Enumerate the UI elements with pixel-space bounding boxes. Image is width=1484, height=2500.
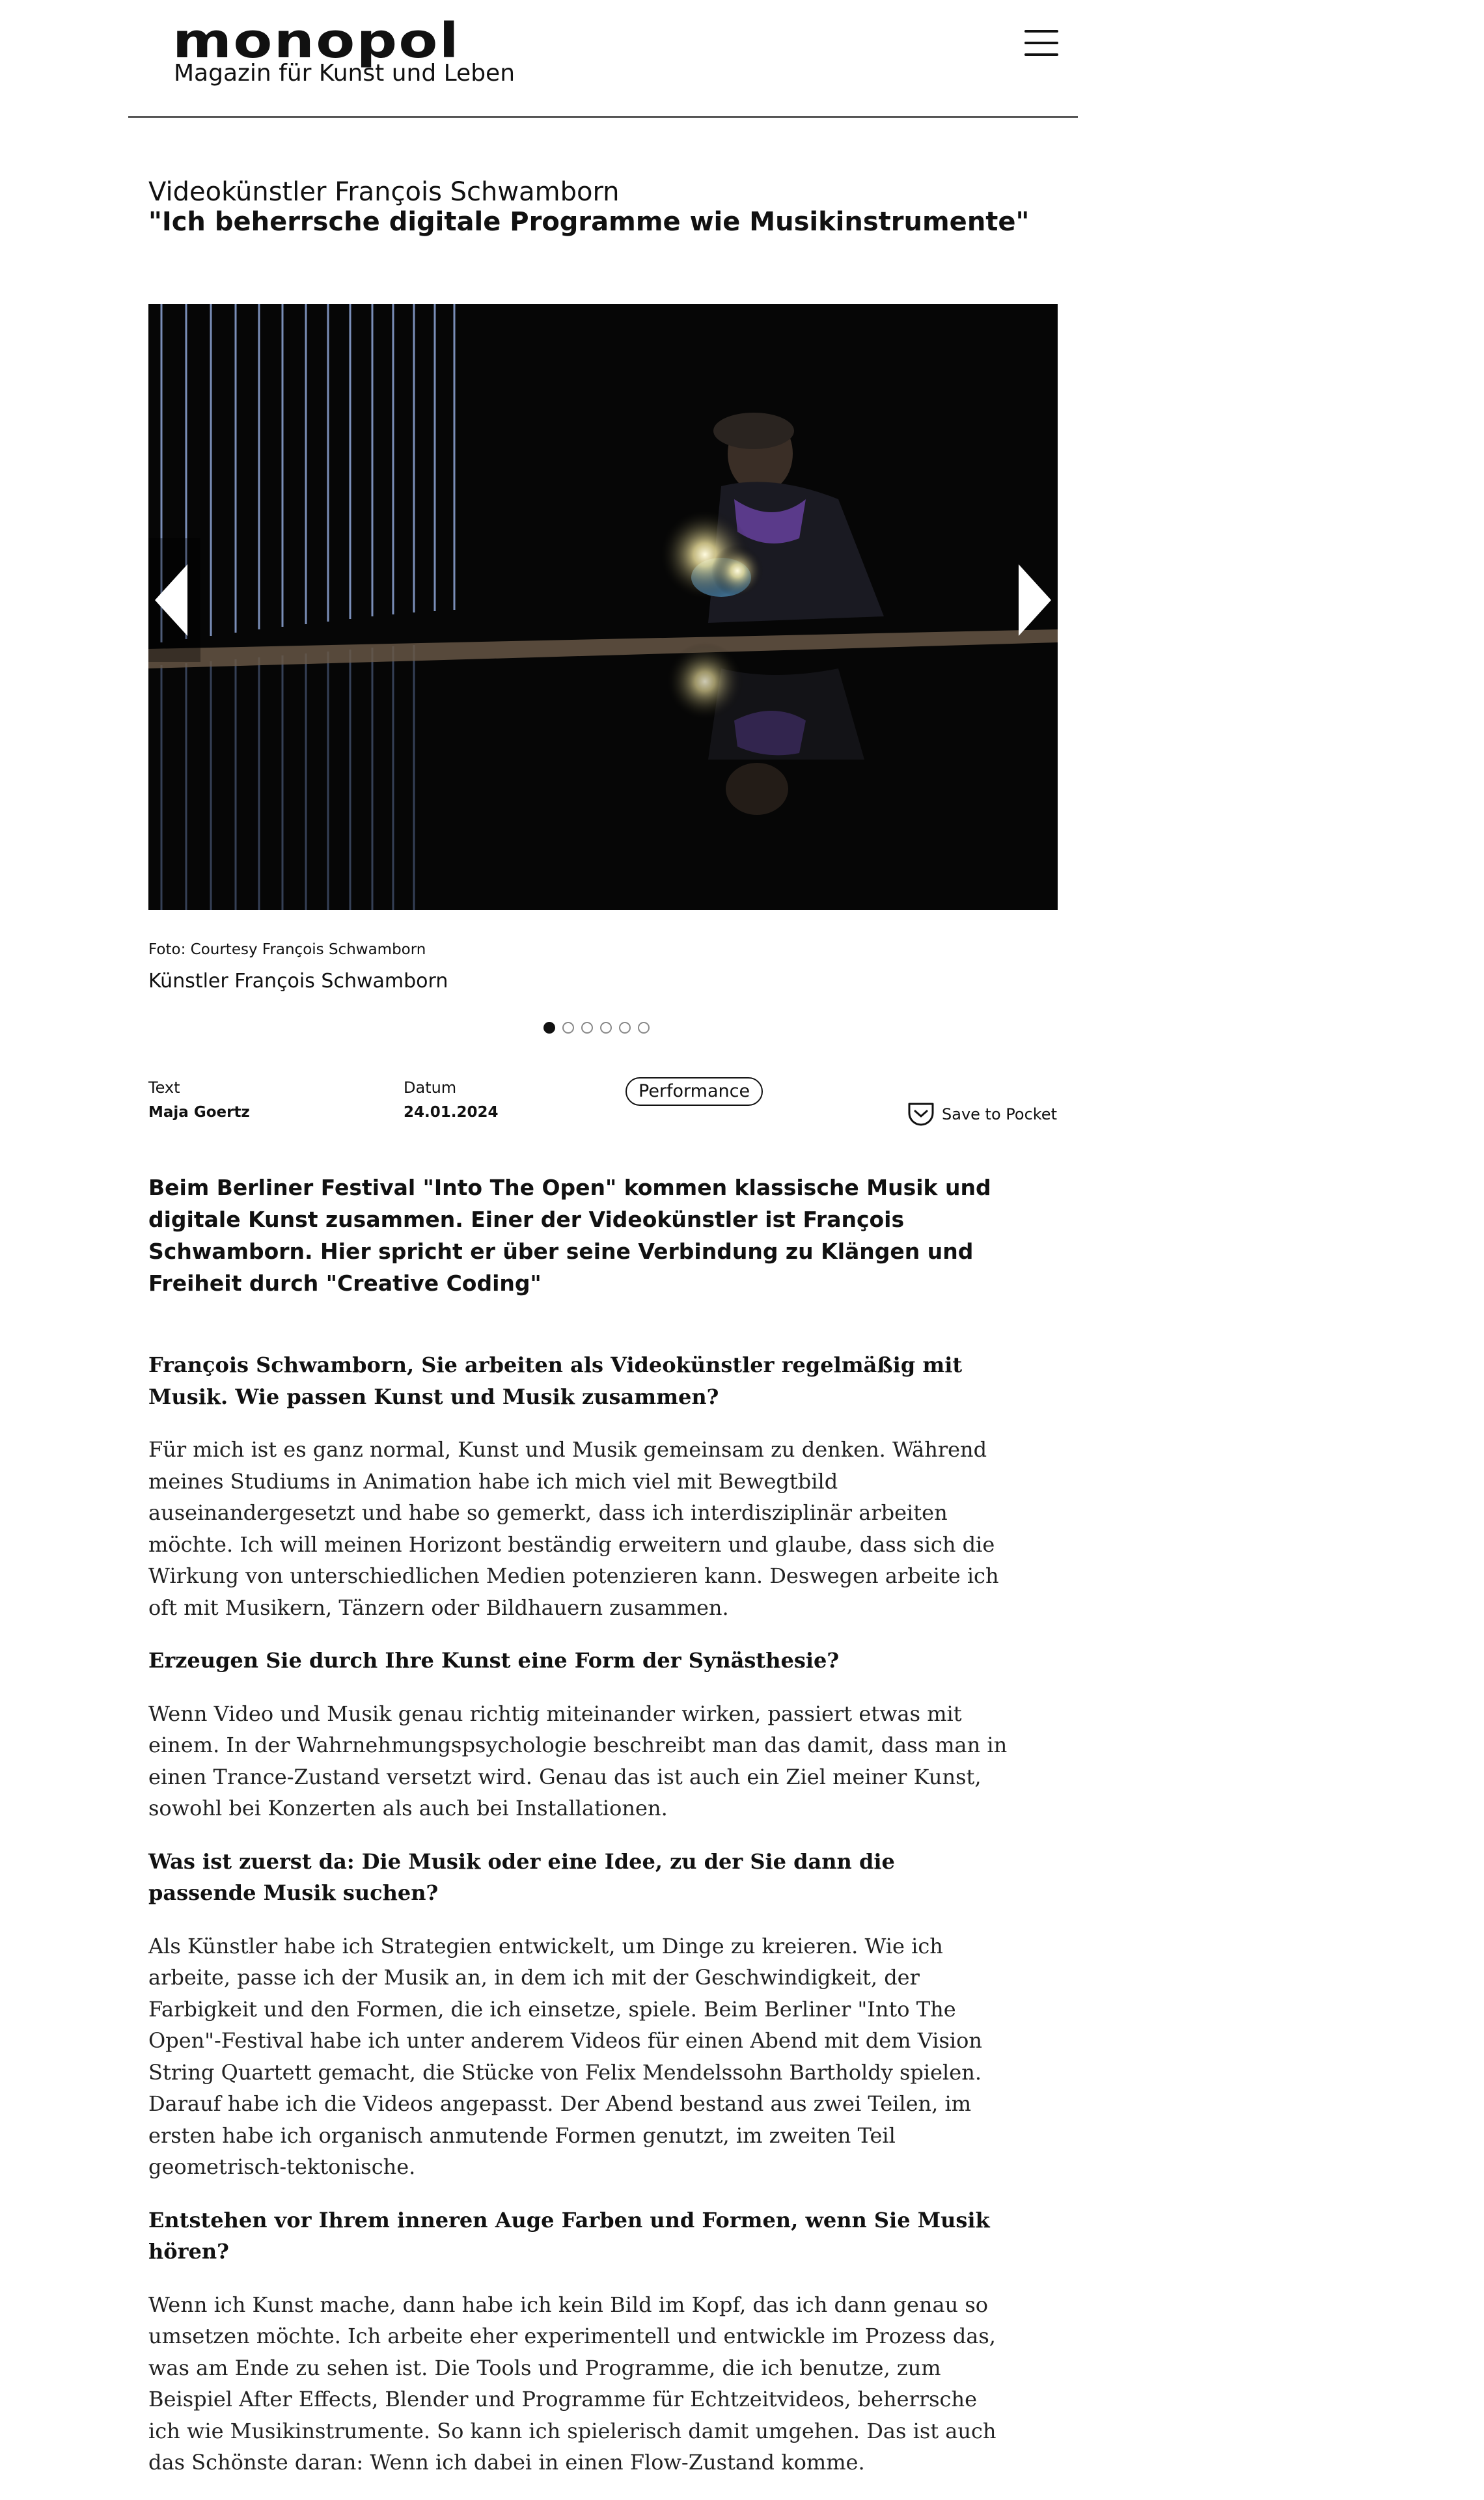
image-slider[interactable] xyxy=(148,304,1058,910)
slider-pagination xyxy=(543,1021,657,1036)
tag-performance[interactable]: Performance xyxy=(625,1077,763,1106)
publish-date: 24.01.2024 xyxy=(404,1104,499,1121)
slide-photo xyxy=(148,304,1058,910)
hamburger-menu-icon[interactable] xyxy=(1024,30,1058,59)
slider-dot-3[interactable] xyxy=(581,1022,593,1034)
interview-question: François Schwamborn, Sie arbeiten als Videokünstler regelmäßig mit Musik. Wie passen Kunst und Musik zusammen? xyxy=(148,1353,963,1409)
pocket-icon xyxy=(907,1101,935,1127)
article-lead: Beim Berliner Festival "Into The Open" kommen klassische Musik und digitale Kunst zusammen. Einer der Videokünstler ist François Schwamborn. Hier spricht er über seine Verbindung zu Klängen und Freiheit durch "Creative Coding" xyxy=(148,1175,991,1296)
interview-question: Entstehen vor Ihrem inneren Auge Farben und Formen, wenn Sie Musik hören? xyxy=(148,2207,990,2264)
interview-answer: Als Künstler habe ich Strategien entwickelt, um Dinge zu kreieren. Wie ich arbeite, passe ich der Musik an, in dem ich mit der Geschwindigkeit, der Farbigkeit und den Formen, die ich einsetze, spiele. Beim Berliner "Into The Open"-Festival habe ich unter anderem Videos für einen Abend mit dem Vision String Quartett gemacht, die Stücke von Felix Mendelssohn Bartholdy spielen. Darauf habe ich die Videos angepasst. Der Abend bestand aus zwei Teilen, im ersten habe ich organisch anmutende Formen genutzt, im zweiten Teil geometrisch-tektonische. xyxy=(148,1933,982,2179)
date-label: Datum xyxy=(404,1078,457,1097)
chevron-right-icon[interactable] xyxy=(1006,538,1058,662)
save-to-pocket-button[interactable] xyxy=(907,1100,1057,1129)
author-name[interactable]: Maja Goertz xyxy=(148,1104,250,1121)
slider-dot-1[interactable] xyxy=(543,1022,555,1034)
article-kicker: Videokünstler François Schwamborn xyxy=(148,177,620,207)
interview-answer: Wenn ich Kunst mache, dann habe ich kein Bild im Kopf, das ich dann genau so umsetzen möchte. Ich arbeite eher experimentell und entwickle im Prozess das, was am Ende zu sehen ist. Die Tools und Programme, die ich benutze, zum Beispiel After Effects, Blender und Programme für Echtzeitvideos, beherrsche ich wie Musikinstrumente. So kann ich spielerisch damit umgehen. Das ist auch das Schönste daran: Wenn ich dabei in einen Flow-Zustand komme. xyxy=(148,2292,996,2475)
photo-credit: Foto: Courtesy François Schwamborn xyxy=(148,941,426,958)
interview-question: Was ist zuerst da: Die Musik oder eine Idee, zu der Sie dann die passende Musik suchen? xyxy=(148,1848,895,1905)
interview-answer: Wenn Video und Musik genau richtig miteinander wirken, passiert etwas mit einem. In der Wahrnehmungspsychologie beschreibt man das damit, dass man in einen Trance-Zustand versetzt wird. Genau das ist auch ein Ziel meiner Kunst, sowohl bei Konzerten als auch bei Installationen. xyxy=(148,1701,1008,1820)
site-logo[interactable]: monopol xyxy=(172,13,461,69)
slider-dot-5[interactable] xyxy=(619,1022,631,1034)
photo-caption: Künstler François Schwamborn xyxy=(148,970,448,993)
slider-dot-2[interactable] xyxy=(562,1022,574,1034)
author-label: Text xyxy=(148,1078,180,1097)
site-tagline: Magazin für Kunst und Leben xyxy=(174,60,515,87)
interview-answer: Für mich ist es ganz normal, Kunst und Musik gemeinsam zu denken. Während meines Studiums in Animation habe ich mich viel mit Bewegtbild auseinandergesetzt und habe so gemerkt, dass ich interdisziplinär arbeiten möchte. Ich will meinen Horizont beständig erweitern und glaube, dass sich die Wirkung von unterschiedlichen Medien potenzieren kann. Deswegen arbeite ich oft mit Musikern, Tänzern oder Bildhauern zusammen. xyxy=(148,1437,999,1620)
article-headline: "Ich beherrsche digitale Programme wie Musikinstrumente" xyxy=(148,207,1030,237)
interview-question: Erzeugen Sie durch Ihre Kunst eine Form der Synästhesie? xyxy=(148,1648,840,1673)
article-body xyxy=(148,1349,1008,2500)
site-header xyxy=(128,0,1078,118)
chevron-left-icon[interactable] xyxy=(148,538,200,662)
slider-dot-4[interactable] xyxy=(600,1022,612,1034)
slider-dot-6[interactable] xyxy=(638,1022,650,1034)
pocket-label: Save to Pocket xyxy=(942,1105,1057,1123)
